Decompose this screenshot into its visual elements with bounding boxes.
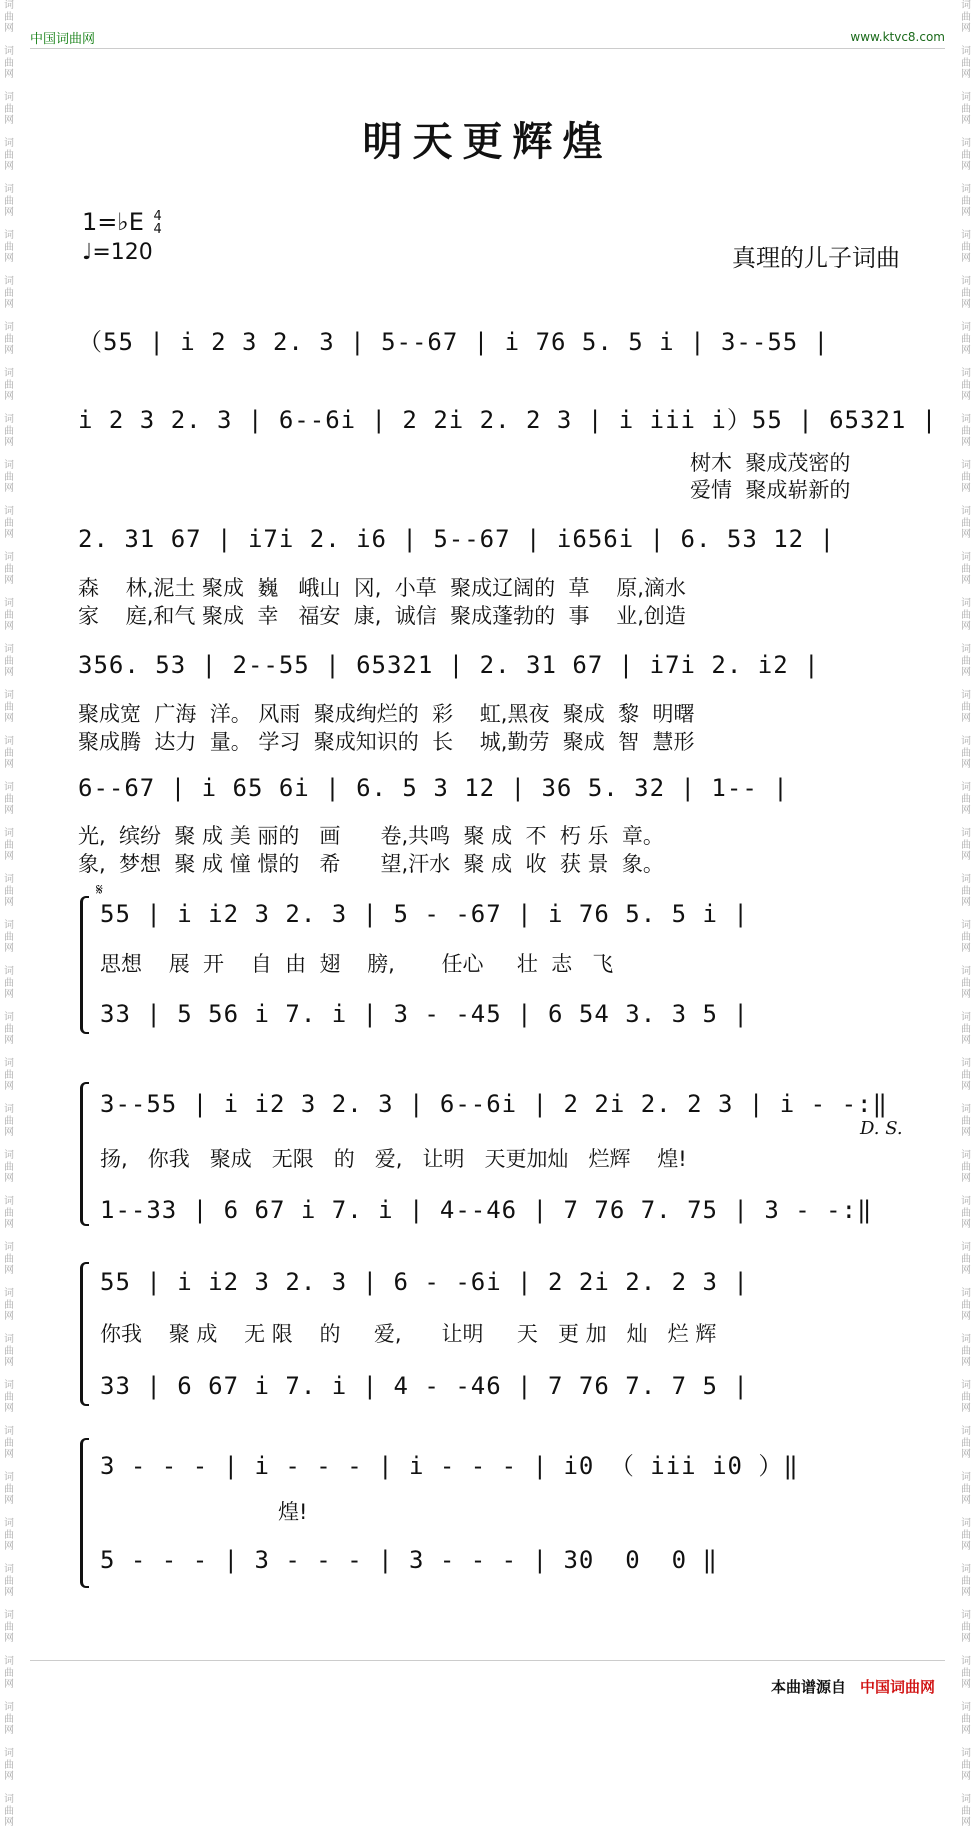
system-brace-1: [80, 896, 89, 1034]
chorus-melody-row-1: 55 | i i2 3 2. 3 | 5 - -67 | i 76 5. 5 i |: [100, 900, 749, 928]
site-url-right: www.ktvc8.com: [850, 30, 945, 44]
system-brace-2: [80, 1082, 89, 1226]
lyric-verse1-b: 聚成宽 广海 洋。 风雨 聚成绚烂的 彩 虹,黑夜 聚成 黎 明曙: [78, 702, 695, 726]
chorus-melody-row-2: 3--55 | i i2 3 2. 3 | 6--6i | 2 2i 2. 2 3 | i - -:‖: [100, 1090, 888, 1118]
footer-source: [771, 1676, 935, 1697]
lyric-verse2-a: 家 庭,和气 聚成 幸 福安 康, 诚信 聚成蓬勃的 事 业,创造: [78, 604, 686, 628]
key-tonic: 1: [82, 208, 98, 236]
lyric-chorus-1: 思想 展 开 自 由 翅 膀, 任心 壮 志 飞: [100, 952, 614, 976]
time-signature: [154, 210, 162, 236]
footer-brand: 中国词曲网: [859, 1678, 935, 1696]
coda-melody-row-1: 55 | i i2 3 2. 3 | 6 - -6i | 2 2i 2. 2 3 |: [100, 1268, 749, 1296]
bottom-rule: [30, 1660, 945, 1661]
lyric-verse1-a: 森 林,泥土 聚成 巍 峨山 冈, 小草 聚成辽阔的 草 原,滴水: [78, 576, 686, 600]
lyric-chorus-2: 扬, 你我 聚成 无限 的 爱, 让明 天更加灿 烂辉 煌!: [100, 1147, 687, 1171]
system-brace-3: [80, 1262, 89, 1406]
top-bar: [30, 28, 945, 49]
watermark-right: 词 曲 网 词 曲 网 词 曲 网 词 曲 网 词 曲 网 词 曲 网 词 曲 网 词 曲 网 词 曲 网 词 曲 网 词 曲 网 词 曲 网 词 曲 网 词 曲 网 词 曲 网 词 曲 网 词 曲 网 词 曲 网 词 曲 网 词 曲 网 词 曲 网 词 曲 网 词 曲 网 词 曲 网 词 曲 网 词 曲 网 词 曲 网 词 曲 网 词 曲 网 词 曲 网 词 曲 网 词 曲 网 词 曲 网 词 曲 网 词 曲 网 词 曲 网 词 曲 网 词 曲 网 词 曲 网 词 曲 网: [961, 0, 971, 1828]
chorus-harmony-row-2: 1--33 | 6 67 i 7. i | 4--46 | 7 76 7. 75 | 3 - -:‖: [100, 1196, 873, 1224]
lyric-verse2-b: 聚成腾 达力 量。 学习 聚成知识的 长 城,勤劳 聚成 智 慧形: [78, 730, 695, 754]
notation-row-4: 356. 53 | 2--55 | 65321 | 2. 31 67 | i7i 2. i2 |: [78, 651, 820, 679]
coda-harmony-row-1: 33 | 6 67 i 7. i | 4 - -46 | 7 76 7. 7 5 |: [100, 1372, 749, 1400]
author-credit: 真理的儿子词曲: [732, 244, 900, 272]
ds-mark: D. S.: [860, 1118, 903, 1139]
site-name-left: 中国词曲网: [30, 32, 96, 47]
lyric-verse1-c: 光, 缤纷 聚 成 美 丽的 画 卷,共鸣 聚 成 不 朽 乐 章。: [78, 824, 664, 848]
notation-row-5: 6--67 | i 65 6i | 6. 5 3 12 | 36 5. 32 | 1-- |: [78, 774, 789, 802]
notation-row-3: 2. 31 67 | i7i 2. i6 | 5--67 | i656i | 6. 53 12 |: [78, 525, 836, 553]
coda-harmony-row-2: 5 - - - | 3 - - - | 3 - - - | 30 0 0 ‖: [100, 1546, 718, 1574]
system-brace-4: [80, 1438, 89, 1588]
song-title: 明天更辉煌: [362, 118, 613, 165]
watermark-left: 词 曲 网 词 曲 网 词 曲 网 词 曲 网 词 曲 网 词 曲 网 词 曲 网 词 曲 网 词 曲 网 词 曲 网 词 曲 网 词 曲 网 词 曲 网 词 曲 网 词 曲 网 词 曲 网 词 曲 网 词 曲 网 词 曲 网 词 曲 网 词 曲 网 词 曲 网 词 曲 网 词 曲 网 词 曲 网 词 曲 网 词 曲 网 词 曲 网 词 曲 网 词 曲 网 词 曲 网 词 曲 网 词 曲 网 词 曲 网 词 曲 网 词 曲 网 词 曲 网 词 曲 网 词 曲 网 词 曲 网: [4, 0, 14, 1828]
segno-mark: 𝄋: [96, 880, 103, 899]
lyric-intro-1: 树木 聚成茂密的: [690, 451, 851, 475]
footer-source-label: 本曲谱源自: [770, 1678, 846, 1696]
lyric-verse2-c: 象, 梦想 聚 成 憧 憬的 希 望,汗水 聚 成 收 获 景 象。: [78, 852, 664, 876]
tempo-marking: ♩=120: [82, 240, 153, 265]
lyric-intro-2: 爱情 聚成崭新的: [690, 478, 851, 502]
key-name: =♭E: [97, 208, 144, 236]
key-signature: [82, 208, 162, 236]
time-top: 4: [153, 209, 162, 224]
lyric-ending: 煌!: [278, 1500, 308, 1524]
coda-melody-row-2: 3 - - - | i - - - | i - - - | i0 （ iii i0 ）‖: [100, 1452, 799, 1480]
notation-row-2: i 2 3 2. 3 | 6--6i | 2 2i 2. 2 3 | i iii i）55 | 65321 |: [78, 406, 938, 434]
lyric-chorus-3: 你我 聚 成 无 限 的 爱, 让明 天 更 加 灿 烂 辉: [100, 1322, 717, 1346]
time-bottom: 4: [153, 222, 162, 237]
notation-row-1: （55 | i 2 3 2. 3 | 5--67 | i 76 5. 5 i | 3--55 |: [78, 328, 830, 356]
chorus-harmony-row-1: 33 | 5 56 i 7. i | 3 - -45 | 6 54 3. 3 5 |: [100, 1000, 749, 1028]
